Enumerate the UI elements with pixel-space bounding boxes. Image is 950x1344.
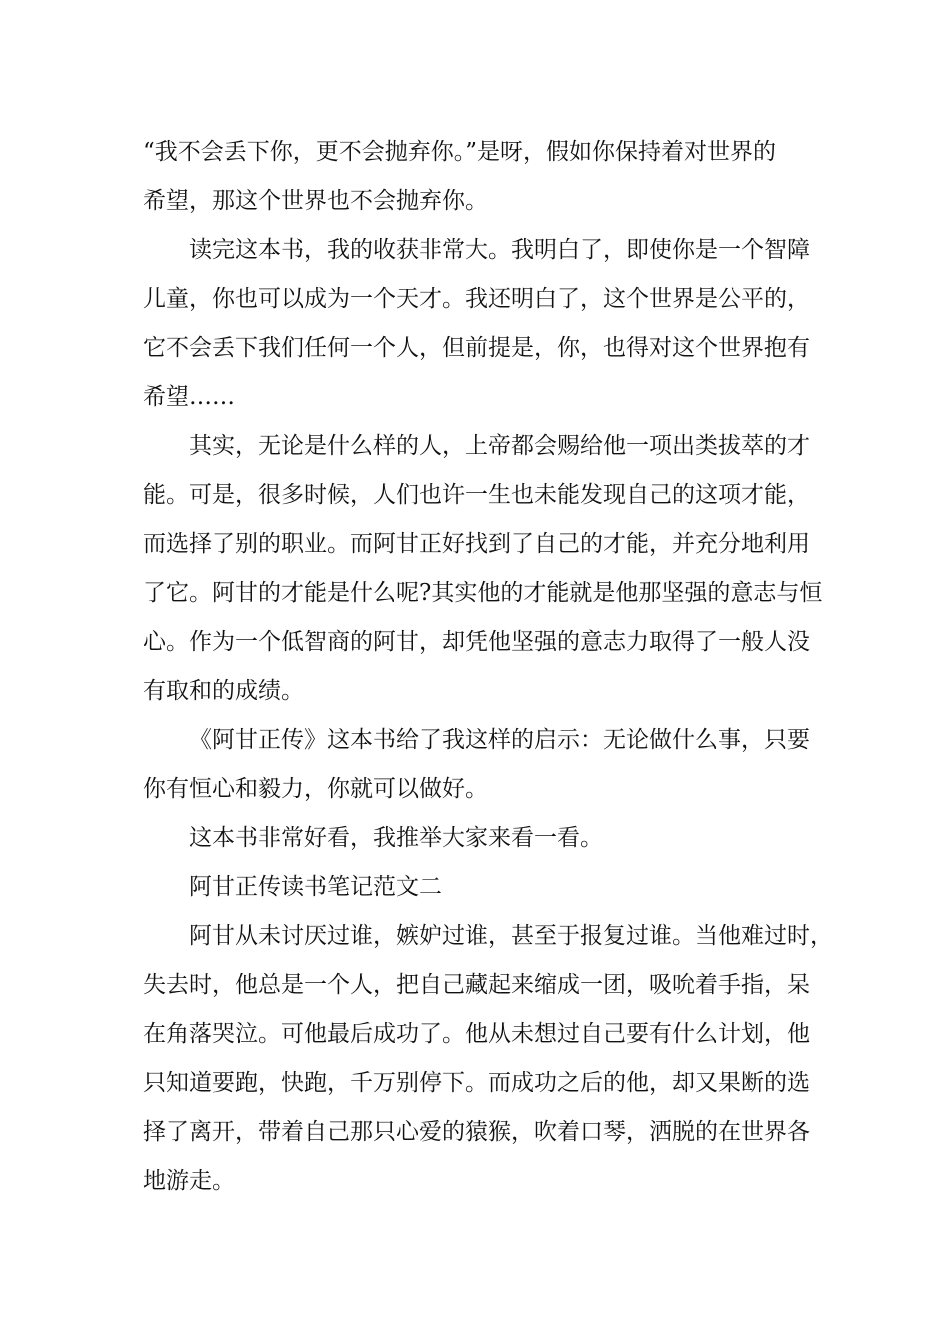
text-line: 其实，无论是什么样的人，上帝都会赐给他一项出类拔萃的才 bbox=[189, 433, 810, 459]
text-line: 儿童，你也可以成为一个天才。我还明白了，这个世界是公平的， bbox=[143, 286, 810, 312]
text-line: 这本书非常好看，我推举大家来看一看。 bbox=[189, 825, 603, 851]
text-line: 读完这本书，我的收获非常大。我明白了，即使你是一个智障 bbox=[189, 237, 810, 263]
text-line: 能。可是，很多时候，人们也许一生也未能发现自己的这项才能， bbox=[143, 482, 810, 508]
text-line: 失去时，他总是一个人，把自己藏起来缩成一团，吸吮着手指，呆 bbox=[143, 972, 810, 998]
text-line: 择了离开，带着自己那只心爱的猿猴，吹着口琴，洒脱的在世界各 bbox=[143, 1119, 810, 1145]
text-line: 你有恒心和毅力，你就可以做好。 bbox=[143, 776, 488, 802]
text-line: 希望…… bbox=[143, 384, 235, 410]
text-line: 阿甘从未讨厌过谁，嫉妒过谁，甚至于报复过谁。当他难过时， bbox=[189, 923, 833, 949]
text-line: “我不会丢下你，更不会抛弃你。”是呀，假如你保持着对世界的 bbox=[143, 139, 777, 165]
text-line: 了它。阿甘的才能是什么呢?其实他的才能就是他那坚强的意志与恒 bbox=[143, 580, 823, 606]
section-heading: 阿甘正传读书笔记范文二 bbox=[189, 874, 442, 900]
text-line: 而选择了别的职业。而阿甘正好找到了自己的才能，并充分地利用 bbox=[143, 531, 810, 557]
text-line: 希望，那这个世界也不会抛弃你。 bbox=[143, 188, 488, 214]
text-line: 它不会丢下我们任何一个人，但前提是，你，也得对这个世界抱有 bbox=[143, 335, 810, 361]
text-line: 《阿甘正传》这本书给了我这样的启示：无论做什么事，只要 bbox=[189, 727, 810, 753]
text-line: 心。作为一个低智商的阿甘，却凭他坚强的意志力取得了一般人没 bbox=[143, 629, 810, 655]
text-line: 地游走。 bbox=[143, 1168, 235, 1194]
text-line: 只知道要跑，快跑，千万别停下。而成功之后的他，却又果断的选 bbox=[143, 1070, 810, 1096]
text-line: 在角落哭泣。可他最后成功了。他从未想过自己要有什么计划，他 bbox=[143, 1021, 810, 1047]
text-line: 有取和的成绩。 bbox=[143, 678, 304, 704]
